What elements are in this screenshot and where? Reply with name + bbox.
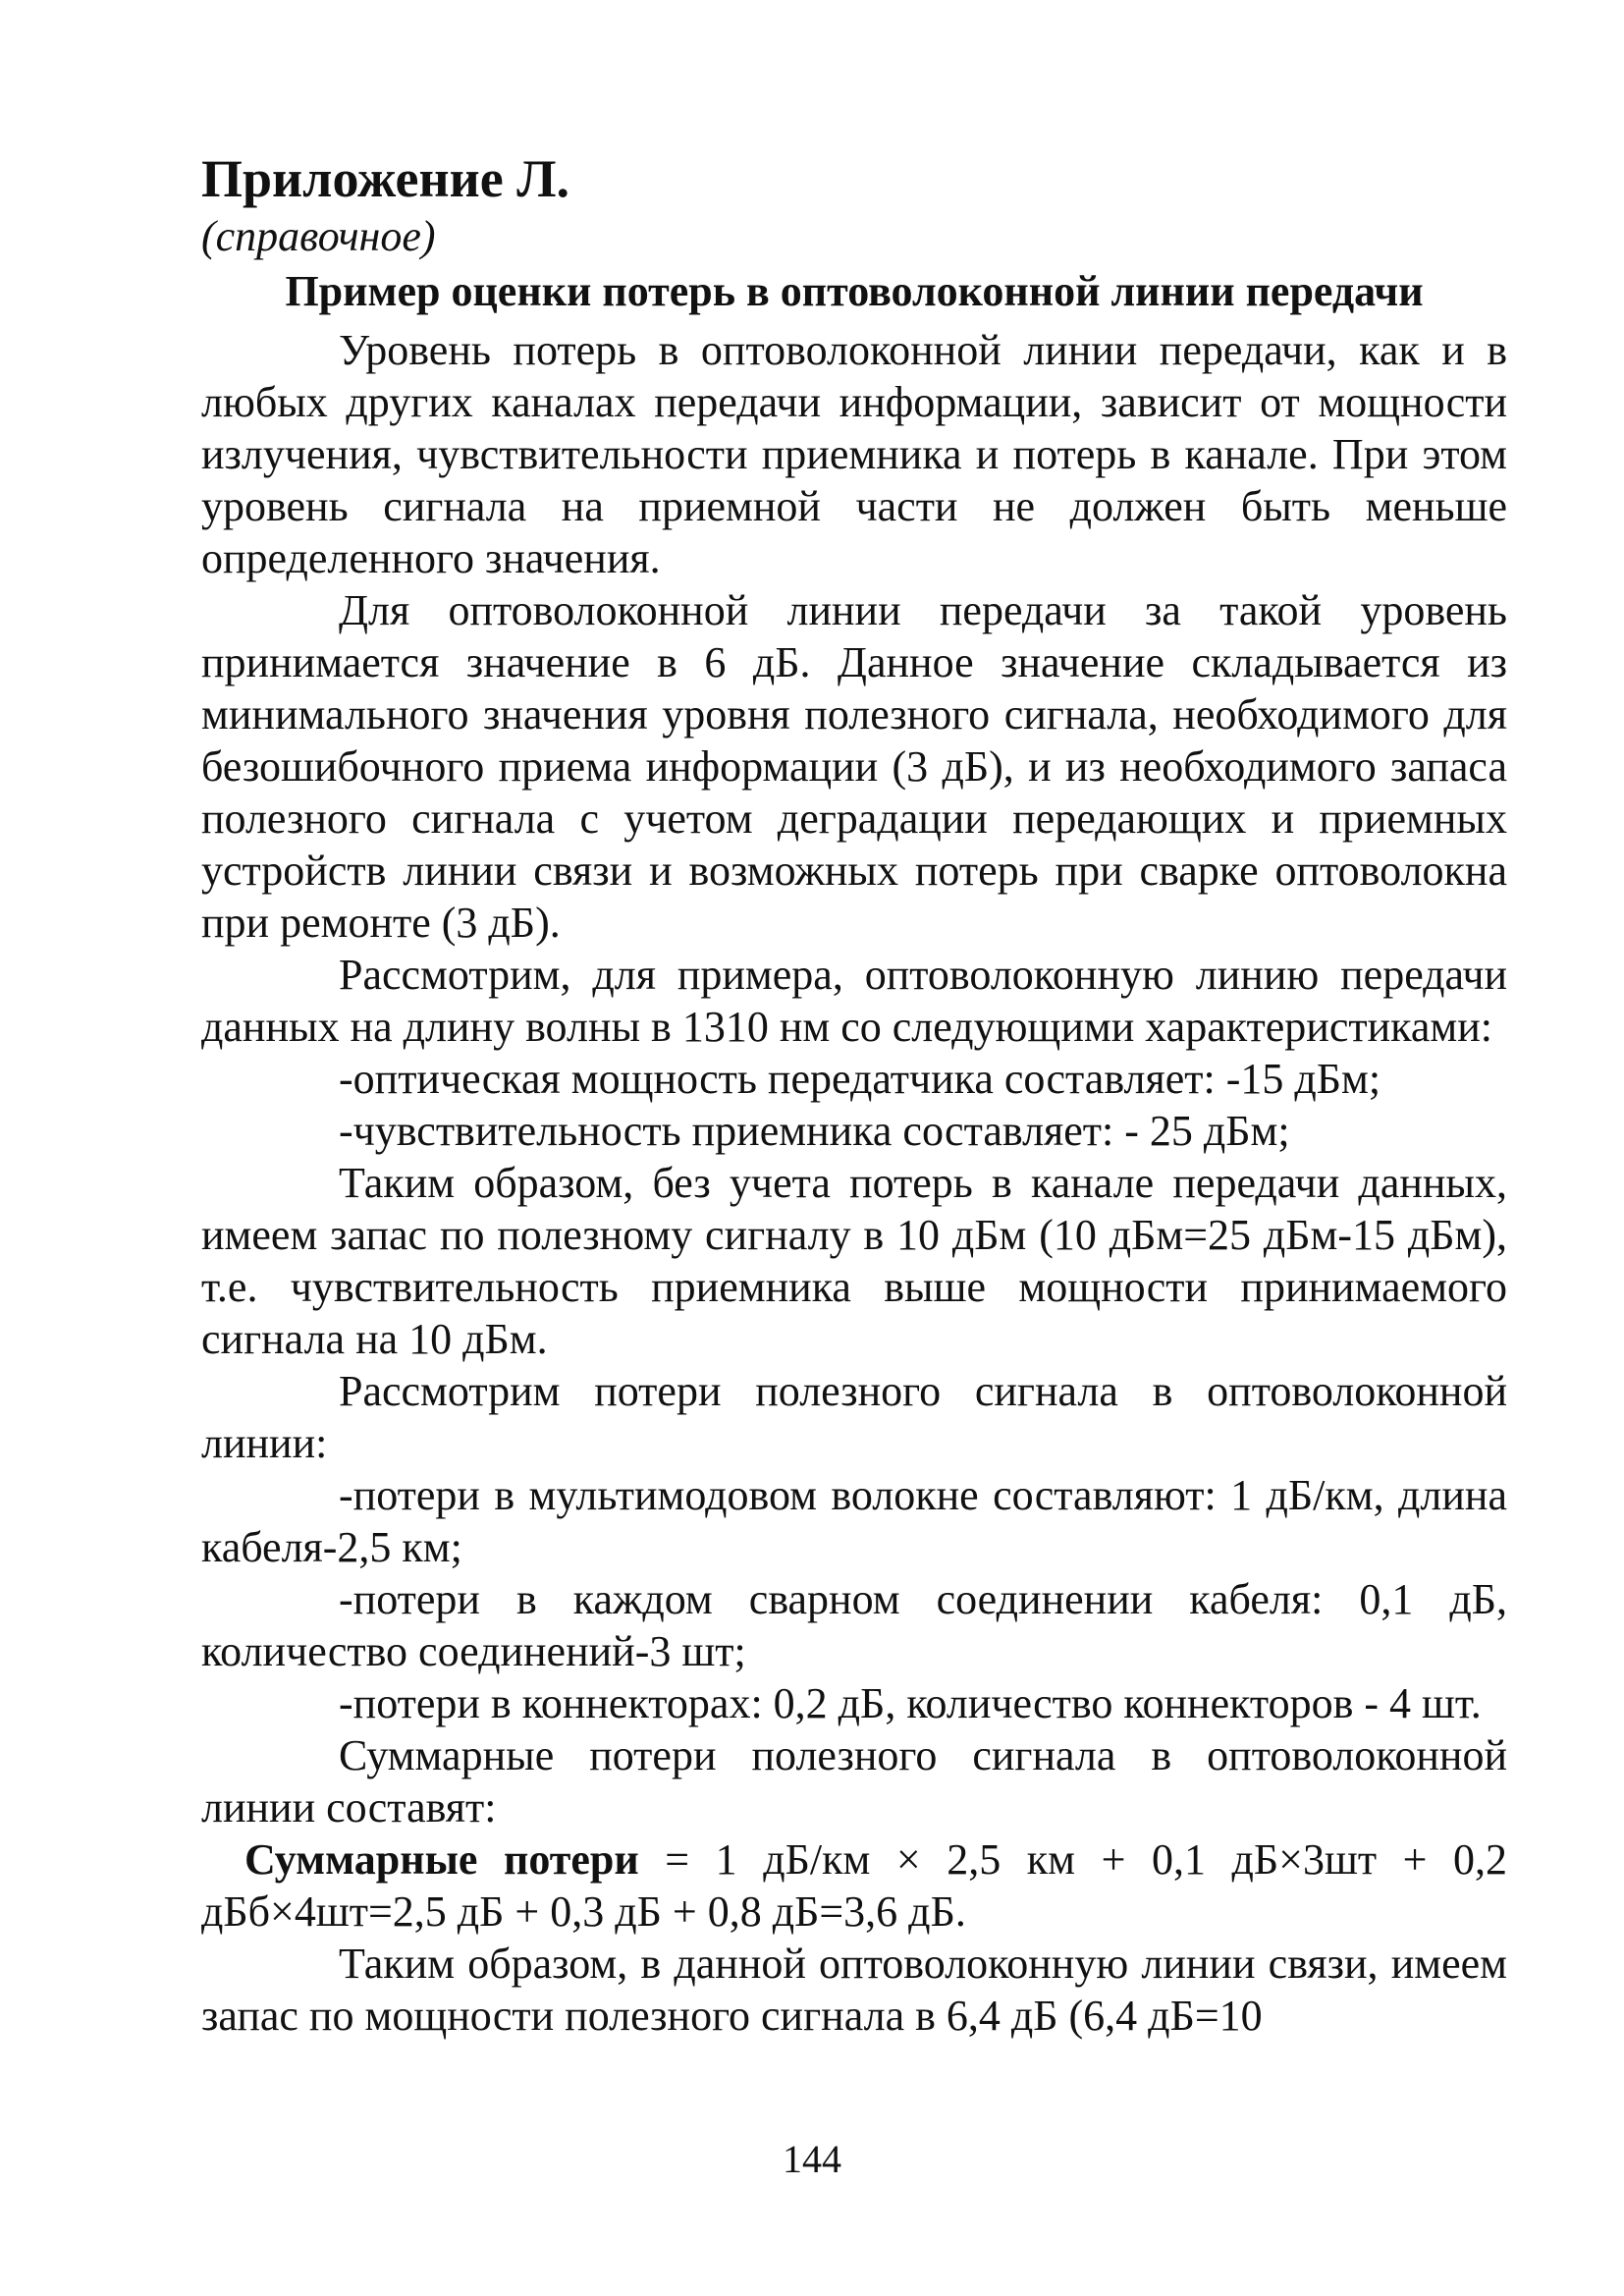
appendix-type: (справочное) xyxy=(201,212,436,260)
paragraph-losses-intro: Рассмотрим потери полезного сигнала в оптоволоконной линии: xyxy=(201,1367,1507,1467)
formula-expression: = 1 дБ/км × 2,5 км + 0,1 дБ×3шт + 0,2 дБб×4шт=2,5 дБ + 0,3 дБ + 0,8 дБ=3,6 дБ. xyxy=(201,1835,1508,1936)
paragraph-conclusion: Таким образом, в данной оптоволоконную линии связи, имеем запас по мощности полезного сигнала в 6,4 дБ (6,4 дБ=10 xyxy=(201,1940,1507,2040)
document-page xyxy=(201,147,1507,2042)
paragraph-threshold: Для оптоволоконной линии передачи за такой уровень принимается значение в 6 дБ. Данное значение складывается из минимального значения уровня полезного сигнала, необходимого для безошибочного приема информации (3 дБ), и из необходимого запаса полезного сигнала с учетом деградации передающих и приемных устройств линии связи и возможных потерь при сварке оптоволокна при ремонте (3 дБ). xyxy=(201,586,1507,947)
list-item-splice-loss: -потери в каждом сварном соединении кабеля: 0,1 дБ, количество соединений-3 шт; xyxy=(201,1575,1507,1675)
paragraph-example-intro: Рассмотрим, для примера, оптоволоконную линию передачи данных на длину волны в 1310 нм со следующими характеристиками: xyxy=(201,951,1507,1051)
paragraph-loss-level: Уровень потерь в оптоволоконной линии передачи, как и в любых других каналах передачи информации, зависит от мощности излучения, чувствительности приемника и потерь в канале. При этом уровень сигнала на приемной части не должен быть меньше определенного значения. xyxy=(201,326,1507,582)
list-item-connector-loss: -потери в коннекторах: 0,2 дБ, количество коннекторов - 4 шт. xyxy=(339,1679,1482,1727)
paragraph-margin: Таким образом, без учета потерь в канале передачи данных, имеем запас по полезному сигналу в 10 дБм (10 дБм=25 дБм-15 дБм), т.е. чувствительность приемника выше мощности принимаемого сигнала на 10 дБм. xyxy=(201,1159,1507,1363)
paragraph-total-intro: Суммарные потери полезного сигнала в оптоволоконной линии составят: xyxy=(201,1731,1507,1831)
appendix-title: Пример оценки потерь в оптоволоконной линии передачи xyxy=(285,267,1424,315)
page-number: 144 xyxy=(783,2137,841,2181)
list-item-receiver-sensitivity: -чувствительность приемника составляет: - 25 дБм; xyxy=(339,1107,1290,1155)
formula-label: Суммарные потери xyxy=(244,1835,639,1884)
total-loss-formula xyxy=(201,1833,1507,1938)
list-item-fiber-loss: -потери в мультимодовом волокне составляют: 1 дБ/км, длина кабеля-2,5 км; xyxy=(201,1471,1507,1571)
list-item-transmitter-power: -оптическая мощность передатчика составляет: -15 дБм; xyxy=(339,1055,1381,1103)
appendix-heading: Приложение Л. xyxy=(201,149,569,208)
